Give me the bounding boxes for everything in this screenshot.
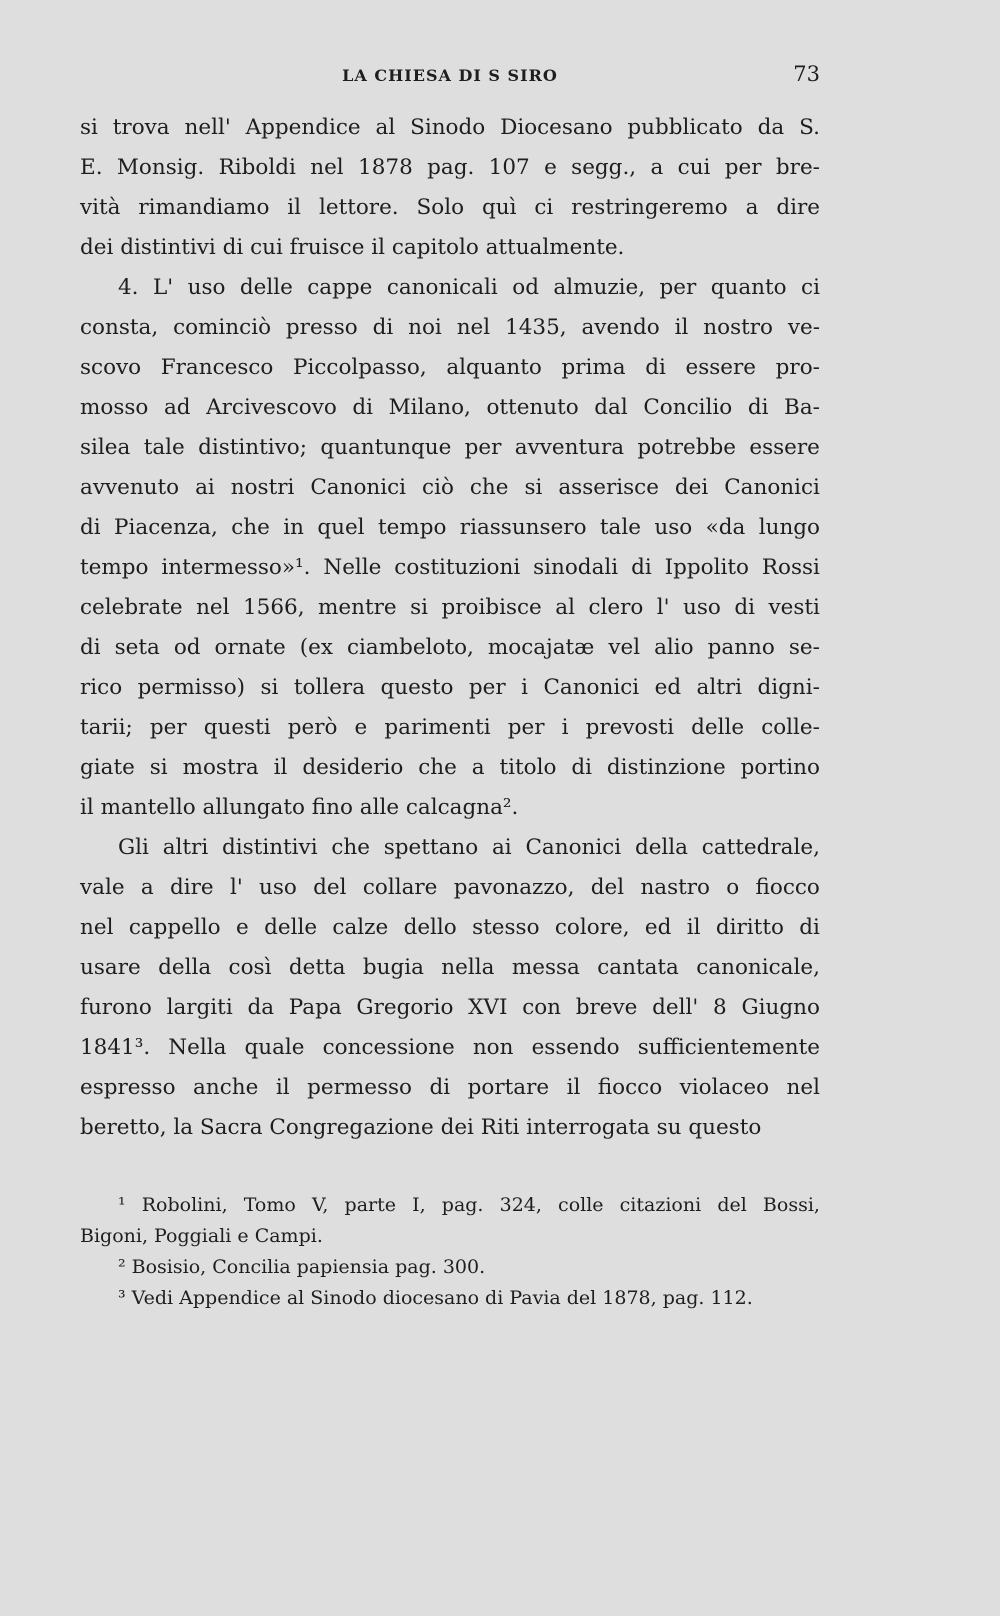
body-line: Gli altri distintivi che spettano ai Canonici della cattedrale,	[118, 835, 820, 860]
body-line: consta, cominciò presso di noi nel 1435, avendo il nostro ve-	[80, 315, 820, 340]
body-line: rico permisso) si tollera questo per i Canonici ed altri digni-	[80, 675, 820, 700]
page-number: 73	[793, 62, 820, 86]
body-line: avvenuto ai nostri Canonici ciò che si asserisce dei Canonici	[80, 475, 820, 500]
body-line: usare della così detta bugia nella messa cantata canonicale,	[80, 955, 820, 980]
footnotes	[80, 1190, 820, 1314]
body-line: espresso anche il permesso di portare il fiocco violaceo nel	[80, 1075, 820, 1100]
body-line: E. Monsig. Riboldi nel 1878 pag. 107 e segg., a cui per bre-	[80, 155, 820, 180]
body-line: tarii; per questi però e parimenti per i prevosti delle colle-	[80, 715, 820, 740]
body-line: 4. L' uso delle cappe canonicali od almuzie, per quanto ci	[118, 275, 820, 300]
footnote-line: Bigoni, Poggiali e Campi.	[80, 1225, 323, 1247]
body-line: tempo intermesso»¹. Nelle costituzioni sinodali di Ippolito Rossi	[80, 555, 820, 580]
body-line: vale a dire l' uso del collare pavonazzo, del nastro o fiocco	[80, 875, 820, 900]
body-line: giate si mostra il desiderio che a titolo di distinzione portino	[80, 755, 820, 780]
body-line: celebrate nel 1566, mentre si proibisce al clero l' uso di vesti	[80, 595, 820, 620]
running-head	[80, 62, 820, 92]
body-line: il mantello allungato fino alle calcagna².	[80, 795, 519, 820]
body-line: di Piacenza, che in quel tempo riassunsero tale uso «da lungo	[80, 515, 820, 540]
body-line: beretto, la Sacra Congregazione dei Riti interrogata su questo	[80, 1115, 762, 1140]
body-line: mosso ad Arcivescovo di Milano, ottenuto dal Concilio di Ba-	[80, 395, 820, 420]
body-line: silea tale distintivo; quantunque per avventura potrebbe essere	[80, 435, 820, 460]
footnote-line: ³ Vedi Appendice al Sinodo diocesano di Pavia del 1878, pag. 112.	[118, 1287, 753, 1309]
body-line: dei distintivi di cui fruisce il capitolo attualmente.	[80, 235, 625, 260]
body-line: di seta od ornate (ex ciambeloto, mocajatæ vel alio panno se-	[80, 635, 820, 660]
body-text	[80, 108, 820, 1148]
body-line: nel cappello e delle calze dello stesso colore, ed il diritto di	[80, 915, 820, 940]
body-line: furono largiti da Papa Gregorio XVI con breve dell' 8 Giugno	[80, 995, 820, 1020]
body-line: vità rimandiamo il lettore. Solo quì ci restringeremo a dire	[80, 195, 820, 220]
body-line: si trova nell' Appendice al Sinodo Diocesano pubblicato da S.	[80, 115, 820, 140]
body-line: 1841³. Nella quale concessione non essendo sufficientemente	[80, 1035, 820, 1060]
running-head-title: LA CHIESA DI S SIRO	[342, 66, 558, 85]
body-line: scovo Francesco Piccolpasso, alquanto prima di essere pro-	[80, 355, 820, 380]
footnote-line: ² Bosisio, Concilia papiensia pag. 300.	[118, 1256, 486, 1278]
footnote-line: ¹ Robolini, Tomo V, parte I, pag. 324, colle citazioni del Bossi,	[118, 1194, 820, 1216]
